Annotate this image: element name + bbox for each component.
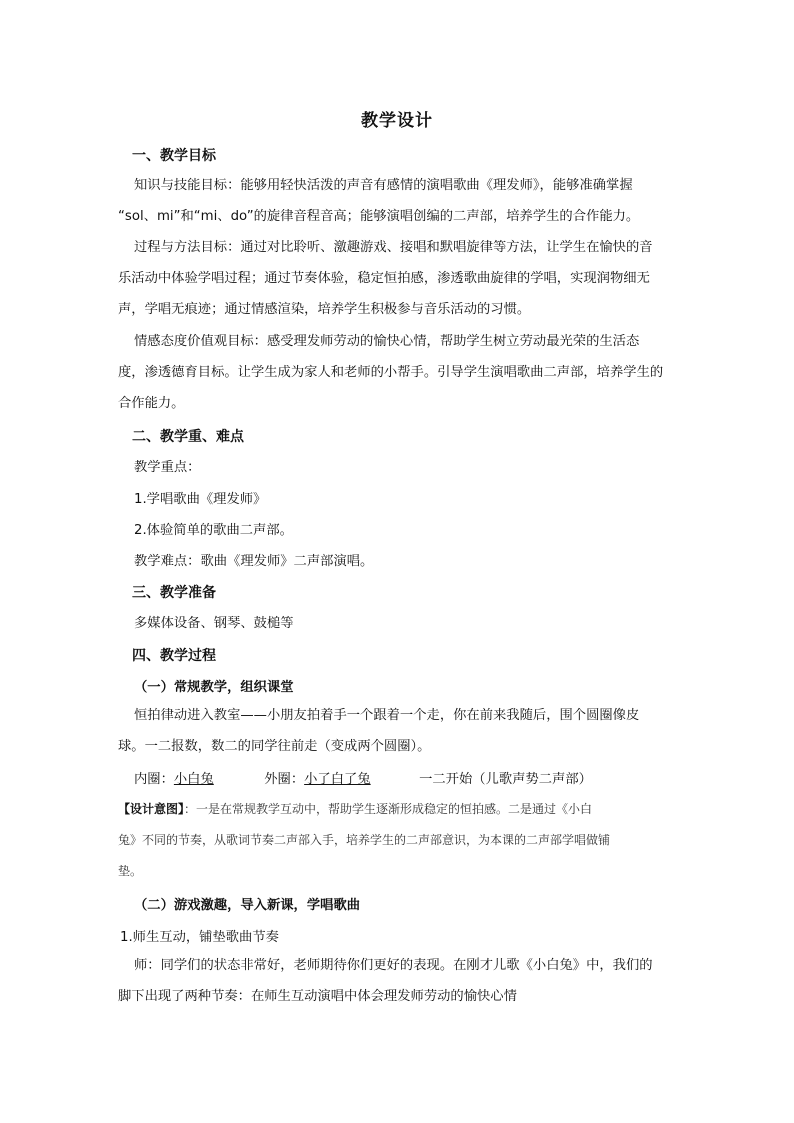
paragraph-line: 兔》不同的节奏，从歌词节奏二声部入手，培养学生的二声部意识，为本课的二声部学唱做铺 [118,833,611,847]
section-2-heading: 二、教学重、难点 [132,429,244,445]
goal-knowledge-paragraph [118,170,678,232]
paragraph-line: 知识与技能目标：能够用轻快活泼的声音有感情的演唱歌曲《理发师》，能够准确掌握 [134,178,633,193]
preparation-text: 多媒体设备、钢琴、鼓槌等 [134,616,294,631]
inner-circle-value: 小白兔 [173,772,214,787]
inner-circle-label: 内圈： [134,772,174,787]
section-1-heading: 一、教学目标 [132,148,216,164]
outer-circle-label: 外圈： [264,772,305,787]
section-3-heading: 三、教学准备 [132,585,216,601]
goal-emotion-paragraph [118,326,678,419]
routine-paragraph [118,700,678,762]
paragraph-line: 度，渗透德育目标。让学生成为家人和老师的小帮手。引导学生演唱歌曲二声部，培养学生的 [118,365,664,380]
document-title: 教学设计 [361,111,433,131]
section-4-heading: 四、教学过程 [132,648,216,664]
paragraph-line: 合作能力。 [118,396,185,411]
part-2-subheading: 1.师生互动，铺垫歌曲节奏 [120,930,279,945]
difficulty-text: 教学难点：歌曲《理发师》二声部演唱。 [134,554,374,569]
key-point-2: 2.体验简单的歌曲二声部。 [134,523,293,538]
design-intent-paragraph [118,794,678,887]
key-point-1: 1.学唱歌曲《理发师》 [134,492,267,507]
paragraph-line: 乐活动中体验学唱过程；通过节奏体验，稳定恒拍感，渗透歌曲旋律的学唱，实现润物细无 [118,271,650,286]
paragraph-line: ：一是在常规教学互动中，帮助学生逐渐形成稳定的恒拍感。二是通过《小白 [184,802,593,816]
key-points-label: 教学重点： [134,460,201,475]
paragraph-line: 情感态度价值观目标：感受理发师劳动的愉快心情，帮助学生树立劳动最光荣的生活态 [134,334,640,349]
paragraph-line: 声，学唱无痕迹；通过情感渲染，培养学生积极参与音乐活动的习惯。 [118,302,531,317]
part-1-heading: （一）常规教学，组织课堂 [134,680,294,695]
paragraph-line: 球。一二报数，数二的同学往前走（变成两个圆圈）。 [118,739,431,754]
paragraph-line: 师：同学们的状态非常好，老师期待你们更好的表现。在刚才儿歌《小白兔》中，我们的 [134,958,653,973]
circle-assignment-line [134,768,592,787]
outer-circle-value: 小了白了兔 [304,772,371,787]
paragraph-line: 过程与方法目标：通过对比聆听、激趣游戏、接唱和默唱旋律等方法，让学生在愉快的音 [134,240,653,255]
paragraph-line: “sol、mi”和“mi、do”的旋律音程音高；能够演唱创编的二声部，培养学生的合作能力。 [118,209,640,224]
teacher-dialog-paragraph [118,950,678,1012]
paragraph-line: 脚下出现了两种节奏：在师生互动演唱中体会理发师劳动的愉快心情 [118,989,517,1004]
paragraph-line: 垫。 [118,864,143,878]
part-2-heading: （二）游戏激趣，导入新课，学唱歌曲 [134,898,361,913]
paragraph-line: 恒拍律动进入教室——小朋友拍着手一个跟着一个走，你在前来我随后，围个圆圈像皮 [134,708,640,723]
design-intent-label: 【设计意图】 [118,802,185,816]
start-instruction: 一二开始（儿歌声势二声部） [419,772,592,787]
goal-process-paragraph [118,232,678,325]
